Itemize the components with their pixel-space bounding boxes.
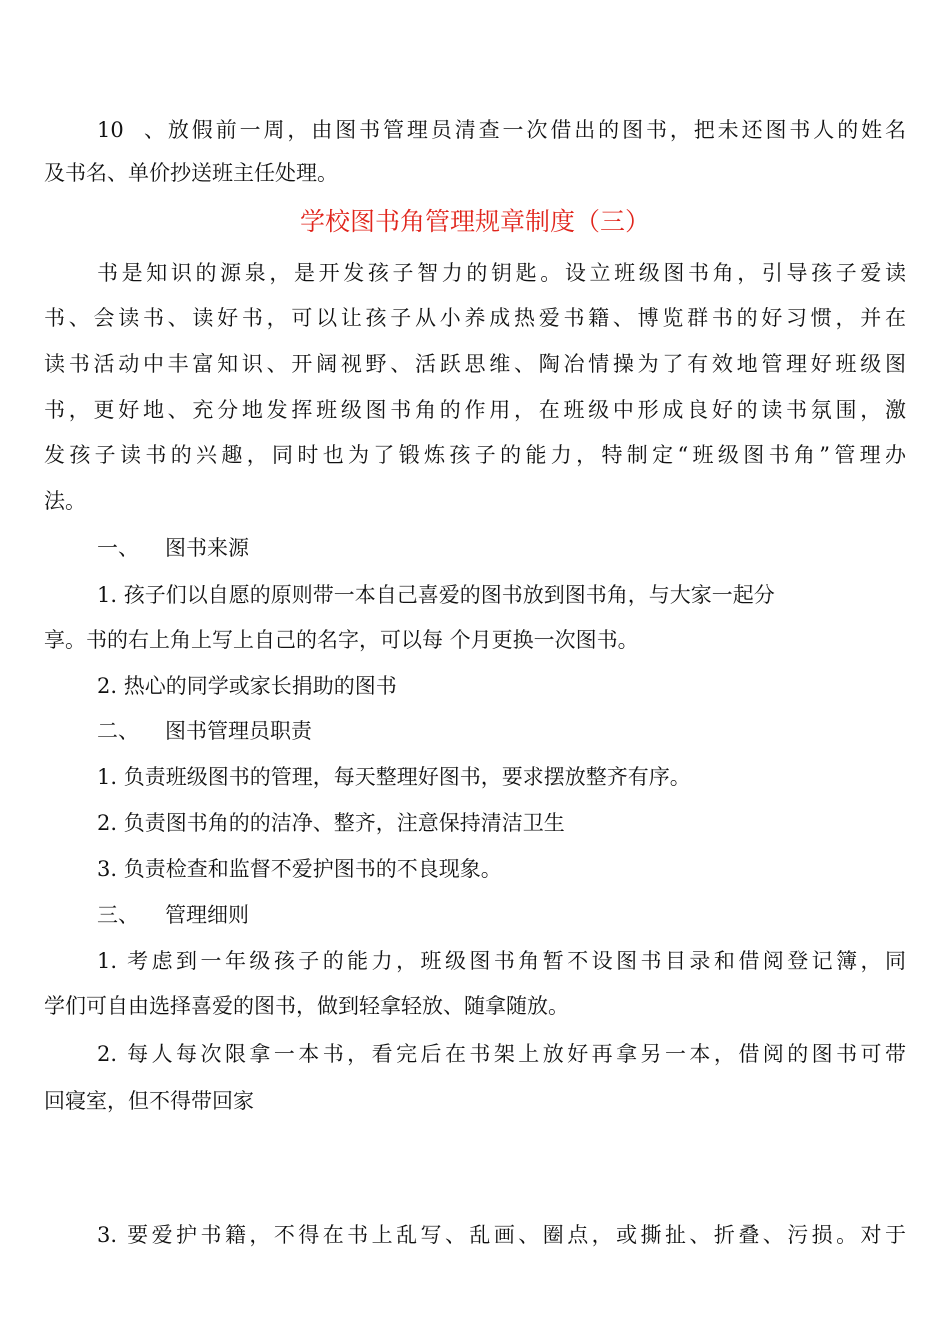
intro-line-3: 读书活动中丰富知识、开阔视野、活跃思维、陶冶情操为了有效地管理好班级图 (44, 352, 906, 376)
section-3-item-2-line-2: 回寝室，但不得带回家 (44, 1089, 254, 1113)
document-title: 学校图书角管理规章制度（三） (299, 207, 650, 236)
section-1-item-1-line-1: 1. 孩子们以自愿的原则带一本自己喜爱的图书放到图书角，与大家一起分 (97, 583, 775, 607)
intro-line-2: 书、会读书、读好书，可以让孩子从小养成热爱书籍、博览群书的好习惯，并在 (44, 306, 906, 330)
section-2-item-1: 1. 负责班级图书的管理，每天整理好图书，要求摆放整齐有序。 (97, 765, 691, 789)
section-1-number: 一、 (97, 536, 139, 560)
item-10-text: 放假前一周，由图书管理员清查一次借出的图书，把未还图书人的姓名 (165, 118, 906, 142)
section-3-title: 管理细则 (165, 903, 249, 927)
intro-line-1: 书是知识的源泉，是开发孩子智力的钥匙。设立班级图书角，引导孩子爱读 (97, 261, 906, 285)
section-2-heading (97, 716, 906, 746)
item-10-number: 10、 (97, 118, 165, 142)
section-2-number: 二、 (97, 719, 139, 743)
section-3-item-3-line-1: 3. 要爱护书籍，不得在书上乱写、乱画、圈点，或撕扯、折叠、污损。对于 (97, 1223, 906, 1247)
section-1-heading (97, 533, 906, 563)
section-1-item-1-line-2: 享。书的右上角上写上自己的名字，可以每 个月更换一次图书。 (44, 628, 639, 652)
section-3-heading (97, 900, 906, 930)
section-3-item-1-line-2: 学们可自由选择喜爱的图书，做到轻拿轻放、随拿随放。 (44, 994, 569, 1018)
section-2-item-3: 3. 负责检查和监督不爱护图书的不良现象。 (97, 857, 502, 881)
section-3-number: 三、 (97, 903, 139, 927)
intro-line-6: 法。 (44, 489, 86, 513)
item-10-line-1 (97, 115, 906, 145)
section-3-item-1-line-1: 1. 考虑到一年级孩子的能力，班级图书角暂不设图书目录和借阅登记簿，同 (97, 949, 906, 973)
section-3-item-2-line-1: 2. 每人每次限拿一本书，看完后在书架上放好再拿另一本，借阅的图书可带 (97, 1042, 906, 1066)
intro-line-5: 发孩子读书的兴趣，同时也为了锻炼孩子的能力，特制定“班级图书角”管理办 (44, 443, 906, 467)
section-2-item-2: 2. 负责图书角的的洁净、整齐，注意保持清洁卫生 (97, 811, 565, 835)
section-2-title: 图书管理员职责 (165, 719, 312, 743)
section-1-item-2: 2. 热心的同学或家长捐助的图书 (97, 674, 397, 698)
item-10-line-2: 及书名、单价抄送班主任处理。 (44, 161, 338, 185)
intro-line-4: 书，更好地、充分地发挥班级图书角的作用，在班级中形成良好的读书氛围，激 (44, 398, 906, 422)
section-1-title: 图书来源 (165, 536, 249, 560)
